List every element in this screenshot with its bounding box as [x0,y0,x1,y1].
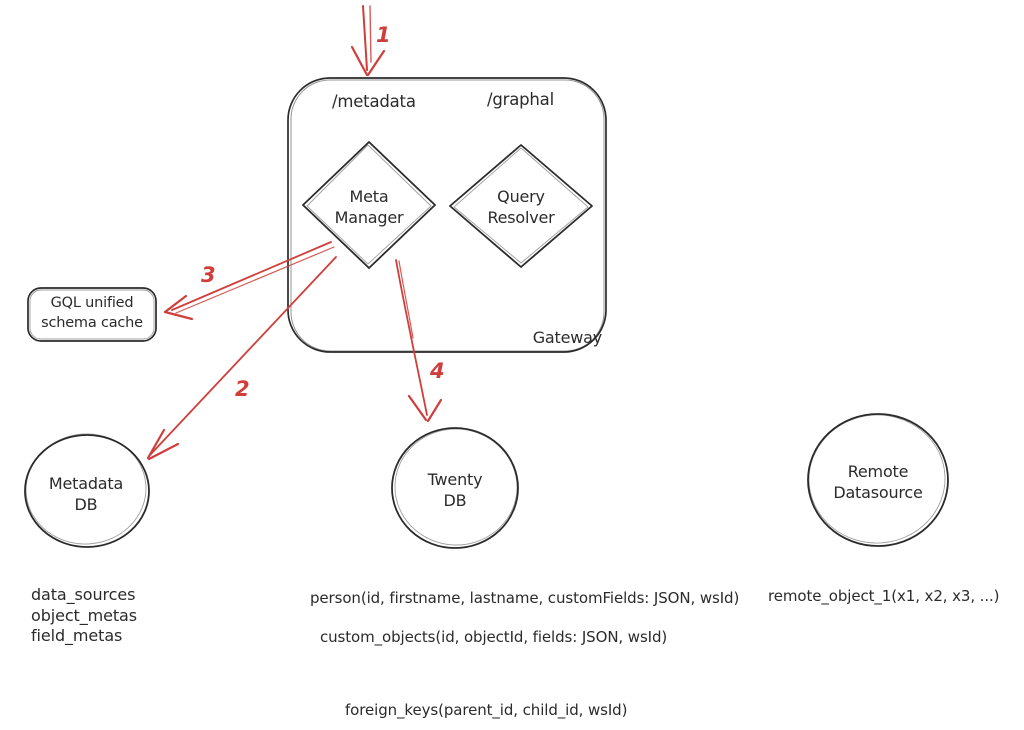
arrow-2-number: 2 [235,377,250,401]
route-graphql-label: /graphal [487,90,554,109]
arrow-4 [396,260,441,421]
remote-datasource-label [833,461,922,503]
route-metadata-label: /metadata [332,92,416,111]
twenty-db-label [428,469,483,511]
remote-datasource-label-line1: Remote [847,462,909,481]
metadata-db-tables [31,585,137,647]
arrow-2 [148,257,336,459]
arrow-4-number: 4 [430,359,445,383]
metadata-db-table-item: object_metas [31,605,137,625]
meta-manager-label-line1: Meta [349,187,389,206]
metadata-db-label [49,473,123,515]
metadata-db-table-item: data_sources [31,585,136,604]
query-resolver-label [487,186,554,228]
metadata-db-label-line2: DB [74,495,98,514]
arrow-3 [165,242,334,319]
foreign-keys-table-annotation: foreign_keys(parent_id, child_id, wsId) [345,701,628,719]
arrow-3-number: 3 [201,263,216,287]
meta-manager-label [335,186,404,228]
remote-datasource-label-line2: Datasource [833,483,923,502]
twenty-db-label-line1: Twenty [427,470,483,489]
metadata-db-label-line1: Metadata [48,474,124,493]
schema-cache-label [41,293,143,333]
arrow-1-number: 1 [376,23,391,47]
query-resolver-label-line1: Query [497,187,545,206]
twenty-db-label-line2: DB [443,491,467,510]
person-table-annotation: person(id, firstname, lastname, customFields: JSON, wsId) [310,589,740,607]
schema-cache-label-line2: schema cache [41,315,143,331]
gateway-label: Gateway [532,328,602,347]
schema-cache-label-line1: GQL unified [50,295,134,311]
remote-object-table-annotation: remote_object_1(x1, x2, x3, ...) [768,587,1000,605]
custom-objects-table-annotation: custom_objects(id, objectId, fields: JSON, wsId) [320,628,668,646]
meta-manager-label-line2: Manager [334,208,404,227]
metadata-db-table-item: field_metas [31,626,123,645]
query-resolver-label-line2: Resolver [487,208,555,227]
